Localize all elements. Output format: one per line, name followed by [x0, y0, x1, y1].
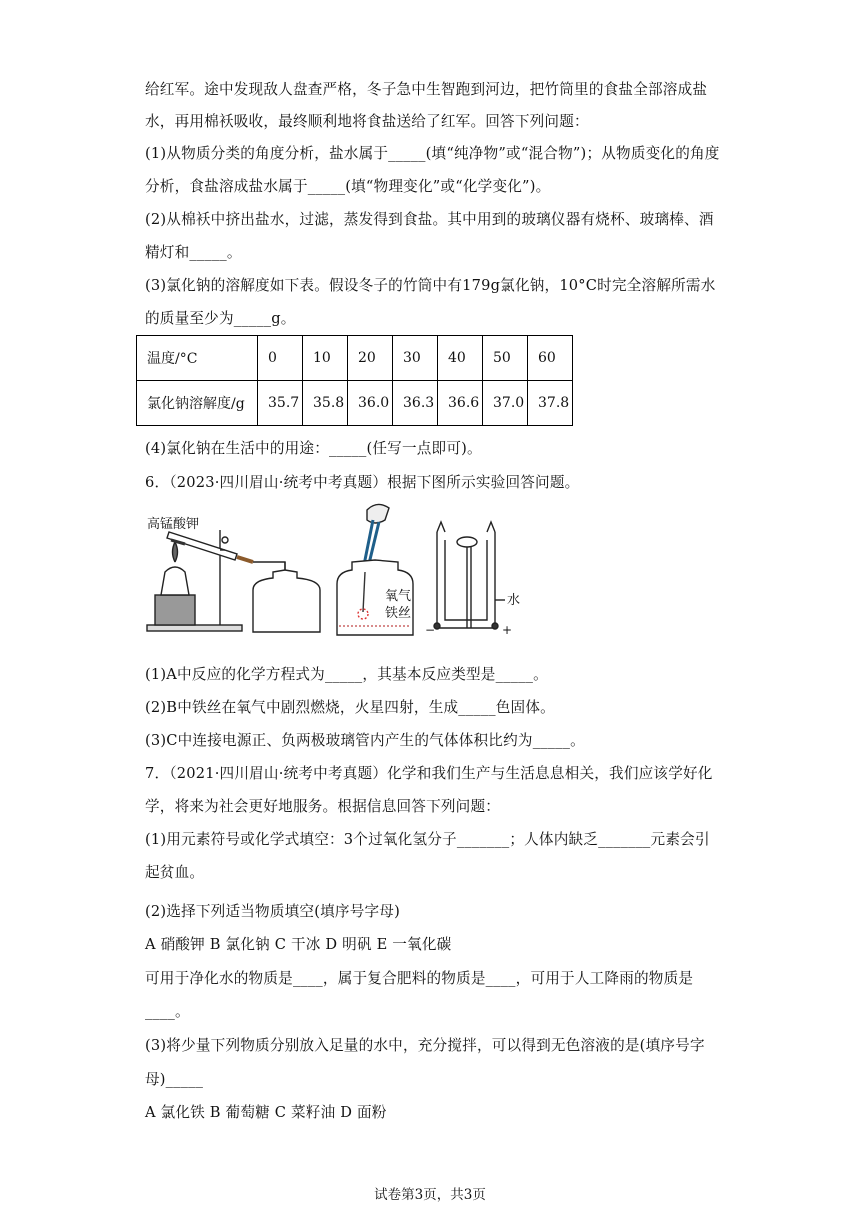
text-line: 精灯和_____。: [145, 244, 242, 261]
table-cell: 37.8: [528, 381, 573, 426]
text-line: (1)A中反应的化学方程式为_____，其基本反应类型是_____。: [145, 666, 548, 683]
text-line: (1)从物质分类的角度分析，盐水属于_____(填“纯净物”或“混合物”)；从物质变化的角度: [145, 145, 720, 162]
text-line: 7．（2021·四川眉山·统考中考真题）化学和我们生产与生活息息相关，我们应该学好化: [145, 765, 713, 782]
text-line: (4)氯化钠在生活中的用途：_____(任写一点即可)。: [145, 440, 482, 457]
text-line: (2)从棉袄中挤出盐水，过滤，蒸发得到食盐。其中用到的玻璃仪器有烧杯、玻璃棒、酒: [145, 211, 714, 228]
label-iron: 铁丝: [385, 606, 412, 621]
solubility-table: [136, 335, 573, 426]
table-cell: 20: [348, 336, 393, 381]
table-cell: 35.8: [303, 381, 348, 426]
table-cell: 60: [528, 336, 573, 381]
text-line: A 硝酸钾 B 氯化钠 C 干冰 D 明矾 E 一氧化碳: [145, 936, 452, 953]
text-line: A 氯化铁 B 葡萄糖 C 菜籽油 D 面粉: [145, 1104, 387, 1121]
table-cell: 36.6: [438, 381, 483, 426]
label-water: 水: [507, 593, 521, 608]
text-line: (3)将少量下列物质分别放入足量的水中，充分搅拌，可以得到无色溶液的是(填序号字: [145, 1037, 705, 1054]
page-footer: 试卷第3页，共3页: [374, 1187, 486, 1203]
text-line: 学，将来为社会更好地服务。根据信息回答下列问题：: [145, 798, 501, 815]
label-oxygen: 氧气: [385, 589, 412, 604]
text-line: (3)C中连接电源正、负两极玻璃管内产生的气体体积比约为_____。: [145, 732, 585, 749]
table-cell: 30: [393, 336, 438, 381]
text-line: (2)B中铁丝在氧气中剧烈燃烧，火星四射，生成_____色固体。: [145, 699, 555, 716]
label-minus: −: [425, 623, 436, 637]
text-line: 水，再用棉袄吸收，最终顺利地将食盐送给了红军。回答下列问题：: [145, 113, 589, 130]
text-line: ____。: [145, 1003, 190, 1020]
apparatus-c: [434, 522, 505, 629]
text-line: 6．（2023·四川眉山·统考中考真题）根据下图所示实验回答问题。: [145, 474, 580, 491]
table-cell: 36.0: [348, 381, 393, 426]
table-header-cell: 氯化钠溶解度/g: [137, 381, 258, 426]
table-row: [137, 336, 573, 381]
table-cell: 40: [438, 336, 483, 381]
table-cell: 10: [303, 336, 348, 381]
table-cell: 36.3: [393, 381, 438, 426]
text-line: 分析，食盐溶成盐水属于_____(填“物理变化”或“化学变化”)。: [145, 178, 551, 195]
apparatus-a: [147, 530, 320, 632]
text-line: 可用于净化水的物质是____，属于复合肥料的物质是____，可用于人工降雨的物质是: [145, 970, 694, 987]
table-cell: 37.0: [483, 381, 528, 426]
label-plus: +: [502, 623, 513, 637]
table-header-cell: 温度/°C: [137, 336, 258, 381]
table-row: [137, 381, 573, 426]
text-line: 给红军。途中发现敌人盘查严格，冬子急中生智跑到河边，把竹筒里的食盐全部溶成盐: [145, 81, 708, 98]
table-cell: 0: [258, 336, 303, 381]
table-cell: 50: [483, 336, 528, 381]
text-line: (3)氯化钠的溶解度如下表。假设冬子的竹筒中有179g氯化钠，10°C时完全溶解所需水: [145, 277, 716, 294]
text-line: 母)_____: [145, 1071, 204, 1088]
text-line: 的质量至少为_____g。: [145, 310, 296, 327]
label-kmno4: 高锰酸钾: [147, 517, 200, 532]
table-cell: 35.7: [258, 381, 303, 426]
text-line: (2)选择下列适当物质填空(填序号字母): [145, 903, 400, 920]
text-line: (1)用元素符号或化学式填空：3个过氧化氢分子_______；人体内缺乏_______元素会引: [145, 831, 710, 848]
text-line: 起贫血。: [145, 864, 205, 881]
experiment-figure: [145, 500, 535, 638]
